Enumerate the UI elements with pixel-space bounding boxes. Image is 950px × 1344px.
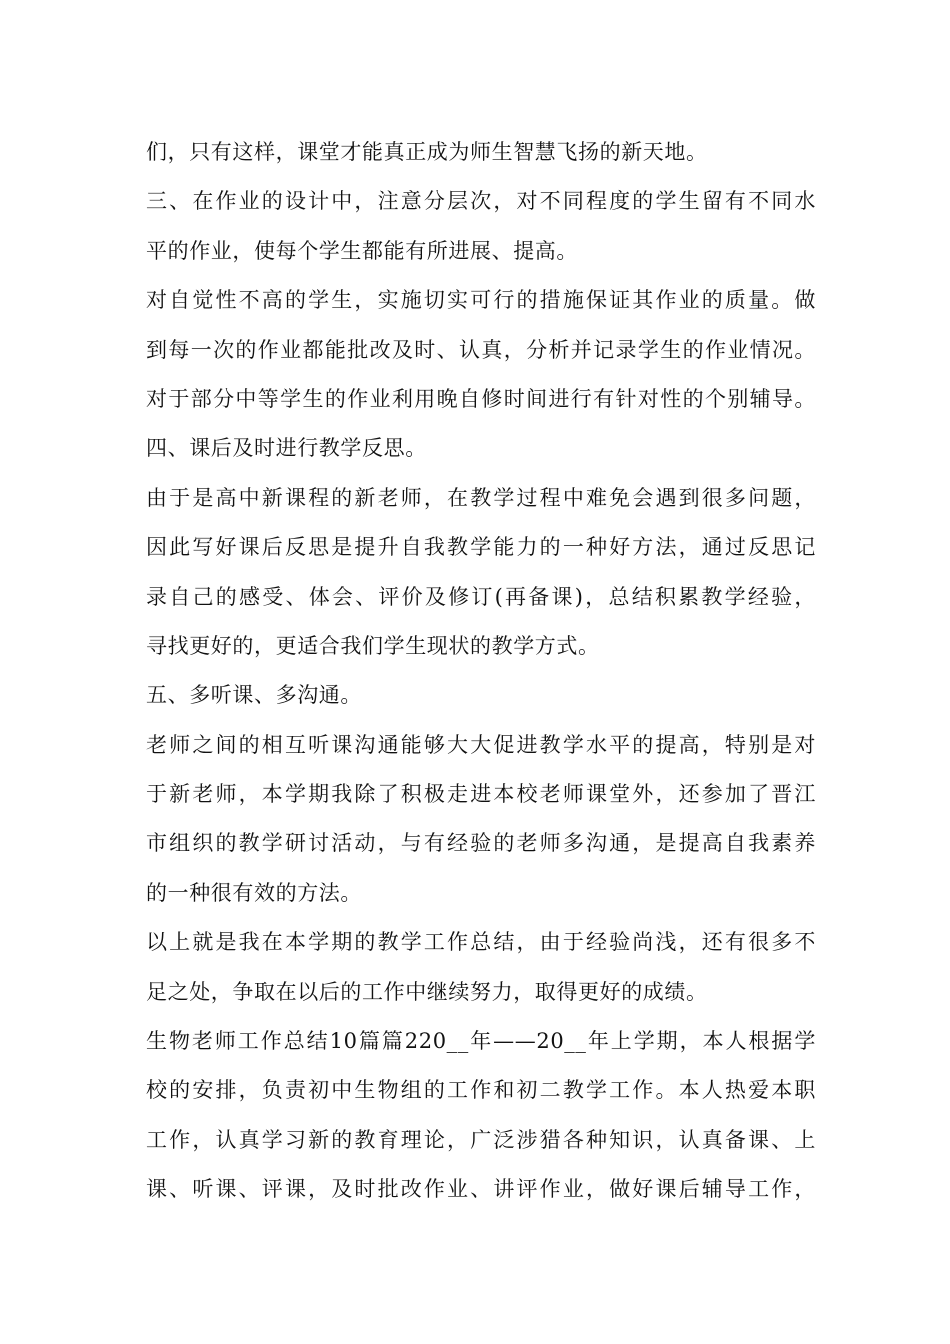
text-line: 四、课后及时进行教学反思。 (146, 436, 427, 461)
text-line: 们，只有这样，课堂才能真正成为师生智慧飞扬的新天地。 (146, 140, 708, 164)
text-line: 由于是高中新课程的新老师，在教学过程中难免会遇到很多问题， (146, 485, 816, 510)
text-line: 的一种很有效的方法。 (146, 880, 362, 905)
text-line: 对自觉性不高的学生，实施切实可行的措施保证其作业的质量。做 (146, 288, 816, 313)
text-line: 以上就是我在本学期的教学工作总结，由于经验尚浅，还有很多不 (146, 930, 816, 955)
text-line: 寻找更好的，更适合我们学生现状的教学方式。 (146, 633, 600, 658)
text-line: 因此写好课后反思是提升自我教学能力的一种好方法，通过反思记 (146, 535, 816, 560)
text-line: 校的安排，负责初中生物组的工作和初二教学工作。本人热爱本职 (146, 1078, 816, 1103)
text-line: 工作，认真学习新的教育理论，广泛涉猎各种知识，认真备课、上 (146, 1127, 816, 1152)
text-line: 足之处，争取在以后的工作中继续努力，取得更好的成绩。 (146, 979, 708, 1004)
text-line: 市组织的教学研讨活动，与有经验的老师多沟通，是提高自我素养 (146, 831, 816, 856)
text-line: 到每一次的作业都能批改及时、认真，分析并记录学生的作业情况。 (146, 337, 816, 362)
text-line: 三、在作业的设计中，注意分层次，对不同程度的学生留有不同水 (146, 189, 816, 214)
text-line: 对于部分中等学生的作业利用晚自修时间进行有针对性的个别辅导。 (146, 386, 816, 411)
text-line: 老师之间的相互听课沟通能够大大促进教学水平的提高，特别是对 (146, 732, 816, 757)
text-line: 平的作业，使每个学生都能有所进展、提高。 (146, 238, 578, 263)
text-line: 于新老师，本学期我除了积极走进本校老师课堂外，还参加了晋江 (146, 782, 816, 807)
text-line: 五、多听课、多沟通。 (146, 683, 362, 708)
text-line: 课、听课、评课，及时批改作业、讲评作业，做好课后辅导工作， (146, 1177, 816, 1202)
text-line: 录自己的感受、体会、评价及修订(再备课)，总结积累教学经验， (146, 584, 816, 609)
text-line: 生物老师工作总结10篇篇220__年——20__年上学期，本人根据学 (146, 1029, 816, 1054)
document-body (146, 128, 816, 1215)
